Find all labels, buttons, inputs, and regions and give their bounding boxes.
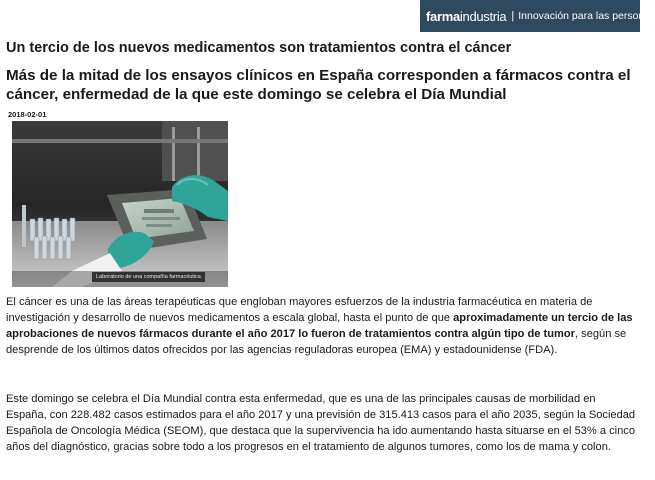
brand-logo-regular: industria bbox=[459, 8, 507, 24]
brand-separator: | bbox=[511, 10, 515, 22]
article-paragraph-2: Este domingo se celebra el Día Mundial contra esta enfermedad, que es una de las principales causas de morbilidad en España, con 228.482 casos estimados para el año 2017 y una previsión de 315.413 casos para el año 2035, según la Sociedad Española de Oncología Médica (SEOM), que destaca que la supervivencia ha ido aumentando hasta situarse en el 53% a cinco años del diagnóstico, gracias sobre todo a los progresos en el tratamiento de algunos tumores, como los de mama y colon. bbox=[6, 393, 636, 453]
paragraph-1-text-b: , según se desprende de los últimos datos ofrecidos por las agencias reguladoras europea (EMA) y estadounidense (FDA). bbox=[6, 328, 627, 356]
article-photo bbox=[12, 121, 228, 287]
site-header-banner[interactable] bbox=[420, 0, 655, 32]
paragraph-1-bold-text: aproximadamente un tercio de las aprobaciones de nuevos fármacos durante el año 2017 lo fueron de tratamientos contra algún tipo de tumor bbox=[6, 312, 633, 340]
brand-tagline: Innovación para las personas bbox=[518, 10, 655, 22]
article-subheadline: Más de la mitad de los ensayos clínicos en España corresponden a fármacos contra el cáncer, enfermedad de la que este domingo se celebra el Día Mundial bbox=[6, 67, 631, 103]
paragraph-1-text-a: El cáncer es una de las áreas terapéuticas que engloban mayores esfuerzos de la industria farmacéutica en materia de investigación y desarrollo de nuevos medicamentos a escala global, hasta el punto de que bbox=[6, 296, 593, 324]
article-paragraph-1 bbox=[6, 294, 636, 358]
lab-scene-illustration bbox=[12, 121, 228, 287]
article-date: 2018-02-01 bbox=[8, 110, 47, 119]
article-headline: Un tercio de los nuevos medicamentos son tratamientos contra el cáncer bbox=[6, 40, 512, 56]
brand-logo-bold: farma bbox=[426, 8, 460, 24]
photo-caption: Laboratorio de una compañía farmacéutica bbox=[92, 272, 205, 282]
